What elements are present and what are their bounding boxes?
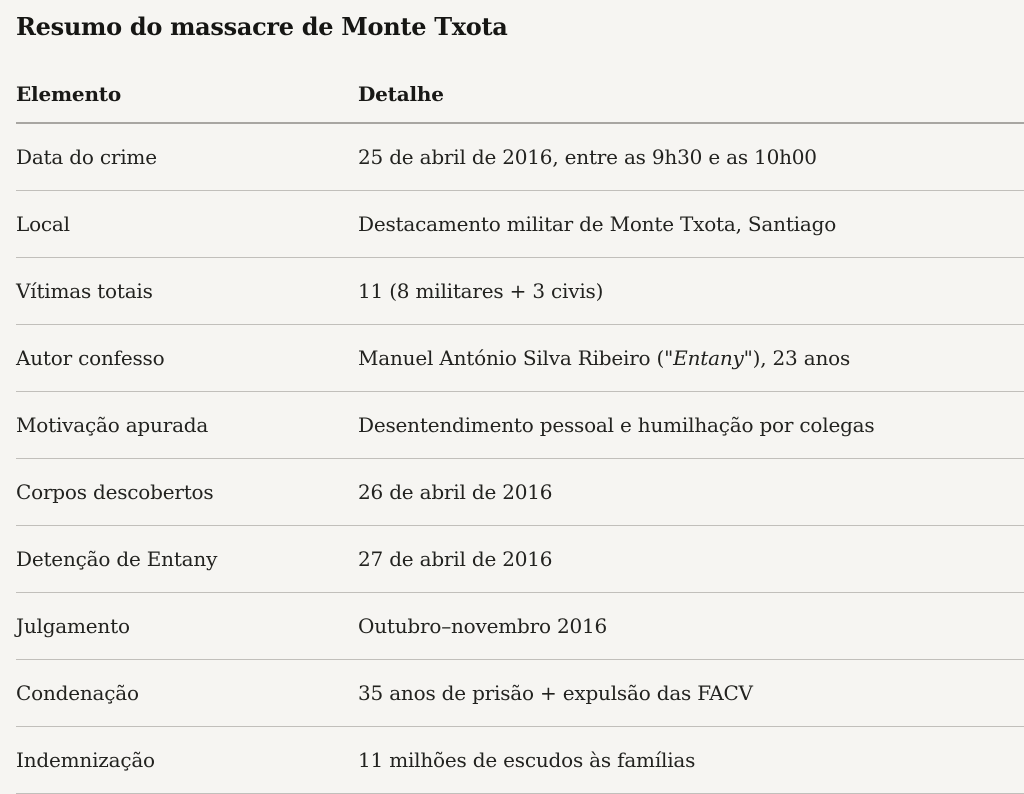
detail-text-segment: 26 de abril de 2016 (358, 480, 553, 504)
row-element-cell: Motivação apurada (16, 413, 209, 437)
detail-text-segment: 27 de abril de 2016 (358, 547, 553, 571)
table-row (16, 325, 1024, 392)
row-element-cell: Corpos descobertos (16, 480, 214, 504)
table-row (16, 392, 1024, 459)
summary-table-body (16, 124, 1024, 794)
table-row (16, 258, 1024, 325)
row-element-cell: Julgamento (16, 614, 130, 638)
row-detail-cell (358, 747, 1024, 773)
table-row (16, 124, 1024, 191)
table-row (16, 727, 1024, 794)
row-detail-cell (358, 479, 1024, 505)
detail-text-segment: 35 anos de prisão + expulsão das FACV (358, 681, 753, 705)
row-element-cell: Condenação (16, 681, 139, 705)
detail-text-segment: Desentendimento pessoal e humilhação por colegas (358, 413, 875, 437)
row-detail-cell (358, 345, 1024, 371)
row-element-cell: Indemnização (16, 748, 155, 772)
row-element-cell: Data do crime (16, 145, 157, 169)
row-detail-cell (358, 680, 1024, 706)
detail-text-segment: Manuel António Silva Ribeiro ( (358, 346, 665, 370)
row-detail-cell (358, 412, 1024, 438)
detail-text-segment: Outubro–novembro 2016 (358, 614, 608, 638)
detail-text-segment: 25 de abril de 2016, entre as 9h30 e as 10h00 (358, 145, 817, 169)
table-header-row (16, 42, 1024, 124)
detail-text-segment: ), 23 anos (752, 346, 851, 370)
table-row (16, 191, 1024, 258)
row-element-cell: Local (16, 212, 70, 236)
row-element-cell: Vítimas totais (16, 279, 153, 303)
table-row (16, 459, 1024, 526)
row-detail-cell (358, 613, 1024, 639)
table-row (16, 593, 1024, 660)
row-detail-cell (358, 546, 1024, 572)
detail-text-segment: 11 milhões de escudos às famílias (358, 748, 696, 772)
column-header-elemento: Elemento (16, 82, 121, 106)
detail-text-segment: Destacamento militar de Monte Txota, Santiago (358, 212, 837, 236)
detail-text-segment: 11 (8 militares + 3 civis) (358, 279, 604, 303)
table-row (16, 526, 1024, 593)
detail-italic-segment: "Entany" (664, 346, 753, 370)
page-title: Resumo do massacre de Monte Txota (16, 12, 508, 41)
row-detail-cell (358, 144, 1024, 170)
row-detail-cell (358, 278, 1024, 304)
table-row (16, 660, 1024, 727)
summary-page (0, 12, 1024, 794)
column-header-detalhe: Detalhe (358, 82, 444, 106)
row-element-cell: Autor confesso (16, 346, 165, 370)
row-detail-cell (358, 211, 1024, 237)
row-element-cell: Detenção de Entany (16, 547, 218, 571)
